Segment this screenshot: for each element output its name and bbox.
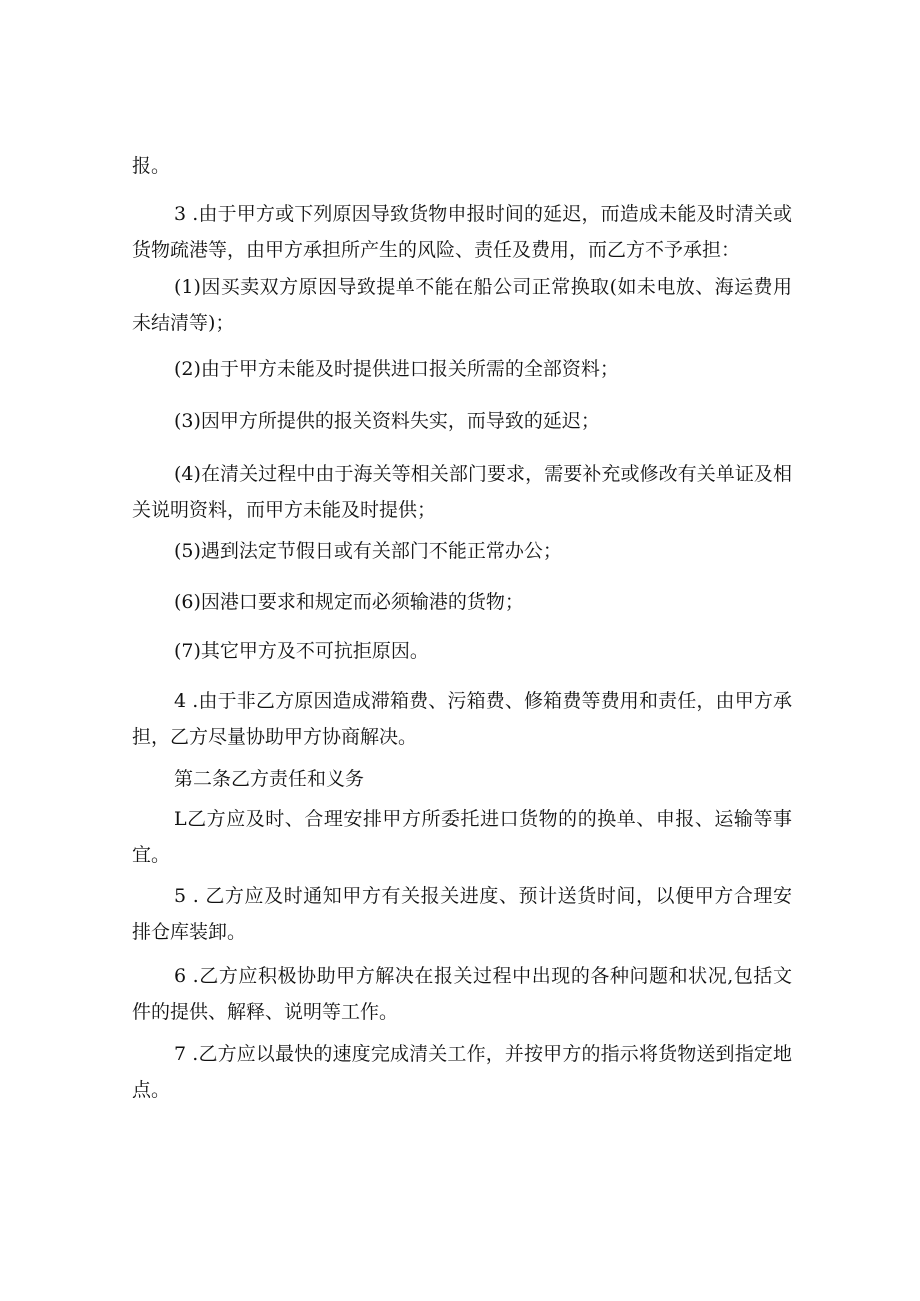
- paragraph-party-b-6: 6 .乙方应积极协助甲方解决在报关过程中出现的各种问题和状况,包括文件的提供、解释、说明等工作。: [132, 965, 792, 1023]
- paragraph-item-5: (5)遇到法定节假日或有关部门不能正常办公；: [174, 540, 562, 562]
- paragraph-party-b-1: L乙方应及时、合理安排甲方所委托进口货物的的换单、申报、运输等事宜。: [132, 808, 792, 866]
- paragraph-item-6: (6)因港口要求和规定而必须输港的货物；: [174, 591, 524, 613]
- section-heading-article-2: 第二条乙方责任和义务: [174, 768, 365, 790]
- paragraph-party-b-5: 5 . 乙方应及时通知甲方有关报关进度、预计送货时间，以便甲方合理安排仓库装卸。: [132, 885, 792, 943]
- paragraph-item-4: (4)在清关过程中由于海关等相关部门要求，需要补充或修改有关单证及相关说明资料，而甲方未能及时提供；: [132, 463, 792, 521]
- paragraph-item-1: (1)因买卖双方原因导致提单不能在船公司正常换取(如未电放、海运费用未结清等)；: [132, 276, 792, 334]
- paragraph-party-b-7: 7 .乙方应以最快的速度完成清关工作，并按甲方的指示将货物送到指定地点。: [132, 1043, 792, 1101]
- paragraph-continuation: 报。: [132, 155, 171, 177]
- paragraph-clause-4: 4 .由于非乙方原因造成滞箱费、污箱费、修箱费等费用和责任，由甲方承担，乙方尽量协助甲方协商解决。: [132, 690, 792, 748]
- paragraph-item-7: (7)其它甲方及不可抗拒原因。: [174, 640, 429, 662]
- paragraph-item-3: (3)因甲方所提供的报关资料失实，而导致的延迟；: [174, 410, 600, 432]
- paragraph-item-2: (2)由于甲方未能及时提供进口报关所需的全部资料；: [174, 358, 619, 380]
- paragraph-clause-3: 3 .由于甲方或下列原因导致货物申报时间的延迟，而造成未能及时清关或货物疏港等，由甲方承担所产生的风险、责任及费用，而乙方不予承担：: [132, 203, 792, 261]
